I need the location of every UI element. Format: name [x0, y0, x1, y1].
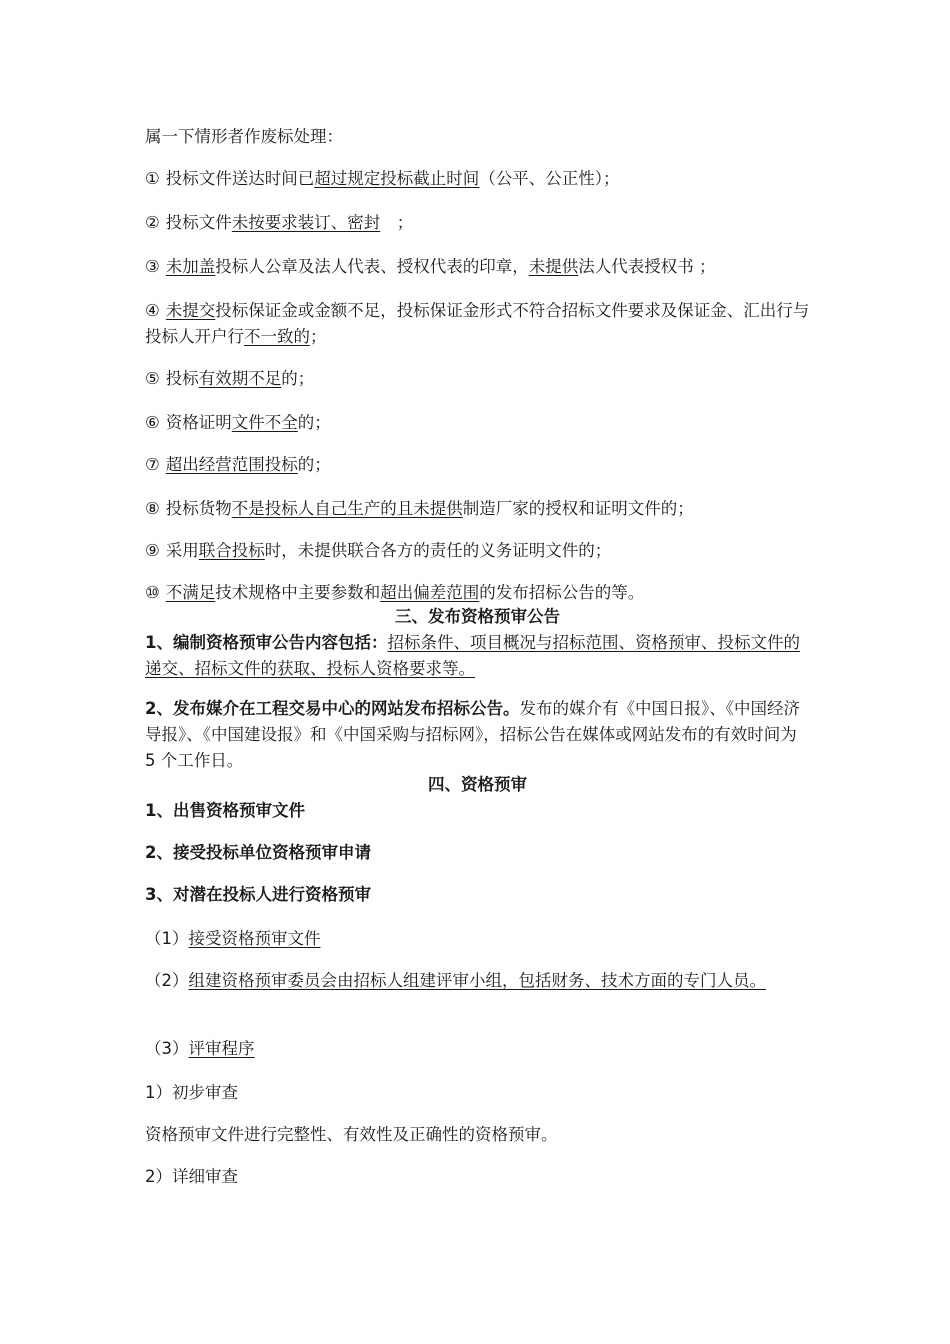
invalid-bid-item: [145, 166, 810, 192]
paragraph-1-body: 招标条件、项目概况与招标范围、资格预审、投标文件的递交、招标文件的获取、投标人资格要求等。: [145, 633, 800, 678]
item-text: 制造厂家的授权和证明文件的；: [462, 499, 694, 518]
sub-item-2: [145, 968, 810, 994]
invalid-bid-item: [145, 452, 810, 478]
item-number: ⑥: [145, 413, 160, 432]
invalid-bid-item: [145, 298, 810, 350]
item-text-underlined: 有效期不足: [198, 369, 282, 388]
invalid-bid-item: [145, 496, 810, 522]
paragraph-2-heading: 2、发布媒介在工程交易中心的网站发布招标公告。: [145, 699, 520, 718]
item-text: 的；: [281, 369, 315, 388]
item-text: 技术规格中主要参数和: [215, 583, 381, 602]
paragraph-2-body: 发布的媒介有《中国日报》、《中国经济导报》、《中国建设报》和《中国采购与招标网》，招标公告在媒体或网站发布的有效时间为 5 个工作日。: [145, 699, 800, 770]
section-3-paragraph-1: [145, 630, 810, 682]
step-heading-1: 1、出售资格预审文件: [145, 801, 305, 820]
item-text-underlined: 不满足: [165, 583, 216, 602]
sub-item-1-text: 接受资格预审文件: [188, 929, 321, 948]
sub-item-2-number: （2）: [145, 971, 189, 990]
item-text: 投标人公章及法人代表、授权代表的印章，: [215, 257, 529, 276]
item-text: （公平、公正性）；: [479, 169, 620, 188]
invalid-bid-item: [145, 210, 810, 236]
section-4-title: 四、资格预审: [428, 775, 527, 794]
item-number: ⑦: [145, 455, 160, 474]
invalid-bid-item: [145, 410, 810, 436]
invalid-bid-item: [145, 538, 810, 564]
sub-item-2-text: 组建资格预审委员会由招标人组建评审小组，包括财务、技术方面的专门人员。: [188, 971, 766, 990]
section-3-paragraph-2: [145, 696, 810, 774]
item-text: 投标: [165, 369, 199, 388]
item-text-underlined: 未提供: [528, 257, 579, 276]
item-text: 法人代表授权书 ；: [578, 257, 716, 276]
step-heading-3: 3、对潜在投标人进行资格预审: [145, 885, 371, 904]
invalid-bid-item: [145, 254, 810, 280]
item-text: 的；: [297, 413, 331, 432]
section-3-title: 三、发布资格预审公告: [395, 607, 560, 626]
invalid-bid-item: [145, 580, 810, 606]
item-text: 投标文件送达时间已: [165, 169, 315, 188]
review-step-1: 1）初步审查: [145, 1083, 238, 1102]
item-text: 资格证明: [165, 413, 232, 432]
item-text-underlined: 不是投标人自己生产的且未提供: [231, 499, 463, 518]
item-text-underlined: 联合投标: [198, 541, 265, 560]
item-number: ⑨: [145, 541, 160, 560]
item-text-underlined: 未按要求装订、密封: [231, 213, 381, 232]
item-text: 投标文件: [165, 213, 232, 232]
item-text: 采用: [165, 541, 199, 560]
item-number: ④: [145, 301, 160, 320]
invalid-bid-item: [145, 366, 810, 392]
sub-item-1-number: （1）: [145, 929, 189, 948]
item-text-underlined: 超出偏差范围: [380, 583, 480, 602]
sub-item-3-text: 评审程序: [188, 1039, 255, 1058]
item-text: 投标货物: [165, 499, 232, 518]
item-number: ⑤: [145, 369, 160, 388]
item-text-underlined: 未提交: [165, 301, 216, 320]
item-text-underlined: 超出经营范围投标: [165, 455, 298, 474]
item-text: 的发布招标公告的等。: [479, 583, 645, 602]
step-heading-2: 2、接受投标单位资格预审申请: [145, 843, 371, 862]
item-text-underlined: 文件不全: [231, 413, 298, 432]
item-number: ⑩: [145, 583, 160, 602]
item-text: 的；: [297, 455, 331, 474]
item-number: ①: [145, 169, 160, 188]
sub-item-1: [145, 926, 810, 952]
item-text: 时，未提供联合各方的责任的义务证明文件的；: [264, 541, 612, 560]
paragraph-1-heading: 1、编制资格预审公告内容包括：: [145, 633, 388, 652]
item-text: ；: [310, 327, 327, 346]
item-number: ③: [145, 257, 160, 276]
item-number: ⑧: [145, 499, 160, 518]
item-text-underlined: 未加盖: [165, 257, 216, 276]
item-text: 投标保证金或金额不足，投标保证金形式不符合招标文件要求及保证金、汇出行与投标人开户行: [145, 301, 810, 346]
item-number: ②: [145, 213, 160, 232]
review-step-1-description: 资格预审文件进行完整性、有效性及正确性的资格预审。: [145, 1125, 558, 1144]
review-step-2: 2）详细审查: [145, 1167, 238, 1186]
sub-item-3: [145, 1036, 810, 1062]
sub-item-3-number: （3）: [145, 1039, 189, 1058]
item-text-underlined: 不一致的: [244, 327, 310, 346]
item-text: ；: [380, 213, 414, 232]
intro-text: 属一下情形者作废标处理：: [145, 127, 343, 146]
item-text-underlined: 超过规定投标截止时间: [314, 169, 480, 188]
